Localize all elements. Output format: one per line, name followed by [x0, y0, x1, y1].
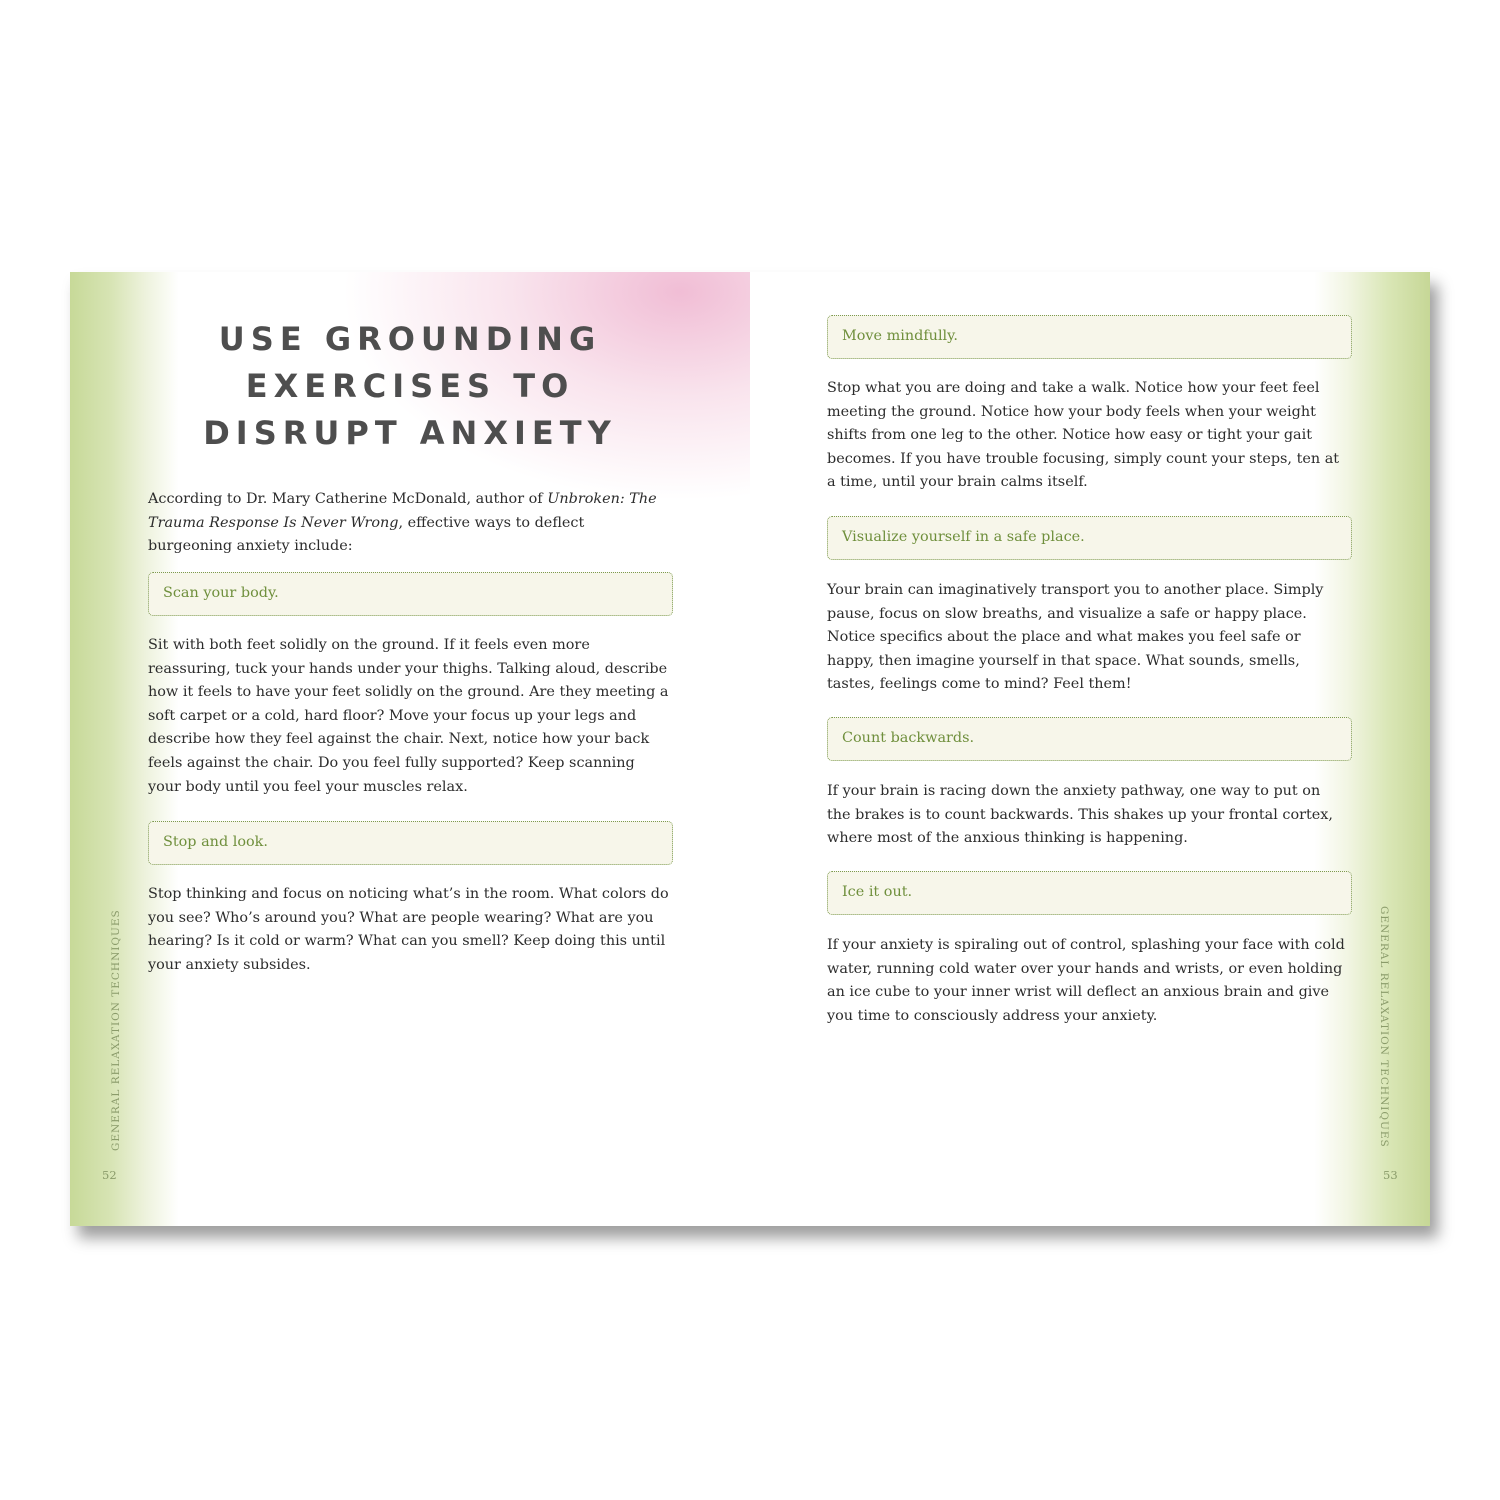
intro-after: , effective ways to deflect burgeoning anxiety include: [148, 514, 585, 555]
right-page [750, 272, 1430, 1226]
page-title: USE GROUNDING EXERCISES TO DISRUPT ANXIETY [203, 320, 617, 452]
section-heading-count-backwards: Count backwards. [827, 717, 1352, 761]
book-spread [70, 272, 1430, 1226]
section-heading-stop-look: Stop and look. [148, 821, 673, 865]
section-heading-ice-it-out: Ice it out. [827, 871, 1352, 915]
section-body-stop-look: Stop thinking and focus on noticing what’s in the room. What colors do you see? Who’s around you? What are people wearing? What are you hearing? Is it cold or warm? What can you smell? Keep doing this until your anxiety subsides. [148, 886, 669, 973]
section-heading-scan-body: Scan your body. [148, 572, 673, 616]
section-body-move-mindfully: Stop what you are doing and take a walk. Notice how your feet feel meeting the ground. Notice how your body feels when your weight shifts from one leg to the other. Notice how easy or tight your gait becomes. If you have trouble focusing, simply count your steps, ten at a time, until your brain calms itself. [827, 380, 1340, 491]
sidebar-running-head: GENERAL RELAXATION TECHNIQUES [1378, 906, 1390, 1148]
left-page [70, 272, 750, 1226]
intro-book-title: Unbroken: The Trauma Response Is Never Wrong [148, 491, 657, 531]
section-heading-safe-place: Visualize yourself in a safe place. [827, 516, 1352, 560]
page-number: 53 [1383, 1168, 1398, 1182]
section-body-count-backwards: If your brain is racing down the anxiety pathway, one way to put on the brakes is to count backwards. This shakes up your frontal cortex, where most of the anxious thinking is happening. [827, 783, 1333, 847]
section-body-ice-it-out: If your anxiety is spiraling out of control, splashing your face with cold water, running cold water over your hands and wrists, or even holding an ice cube to your inner wrist will deflect an anxious brain and give you time to consciously address your anxiety. [827, 937, 1345, 1024]
section-heading-move-mindfully: Move mindfully. [827, 315, 1352, 359]
section-body-safe-place: Your brain can imaginatively transport you to another place. Simply pause, focus on slow breaths, and visualize a safe or happy place. Notice specifics about the place and what makes you feel safe or happy, then imagine yourself in that space. What sounds, smells, tastes, feelings come to mind? Feel them! [827, 582, 1324, 693]
page-number: 52 [102, 1168, 117, 1182]
section-body-scan-body: Sit with both feet solidly on the ground. If it feels even more reassuring, tuck your hands under your thighs. Talking aloud, describe how it feels to have your feet solidly on the ground. Are they meeting a soft carpet or a cold, hard floor? Move your focus up your legs and describe how they feel against the chair. Next, notice how your back feels against the chair. Do you feel fully supported? Keep scanning your body until you feel your muscles relax. [148, 637, 669, 795]
sidebar-running-head: GENERAL RELAXATION TECHNIQUES [110, 909, 122, 1151]
intro-before: According to Dr. Mary Catherine McDonald, author of [148, 491, 548, 507]
intro-paragraph [148, 488, 668, 559]
